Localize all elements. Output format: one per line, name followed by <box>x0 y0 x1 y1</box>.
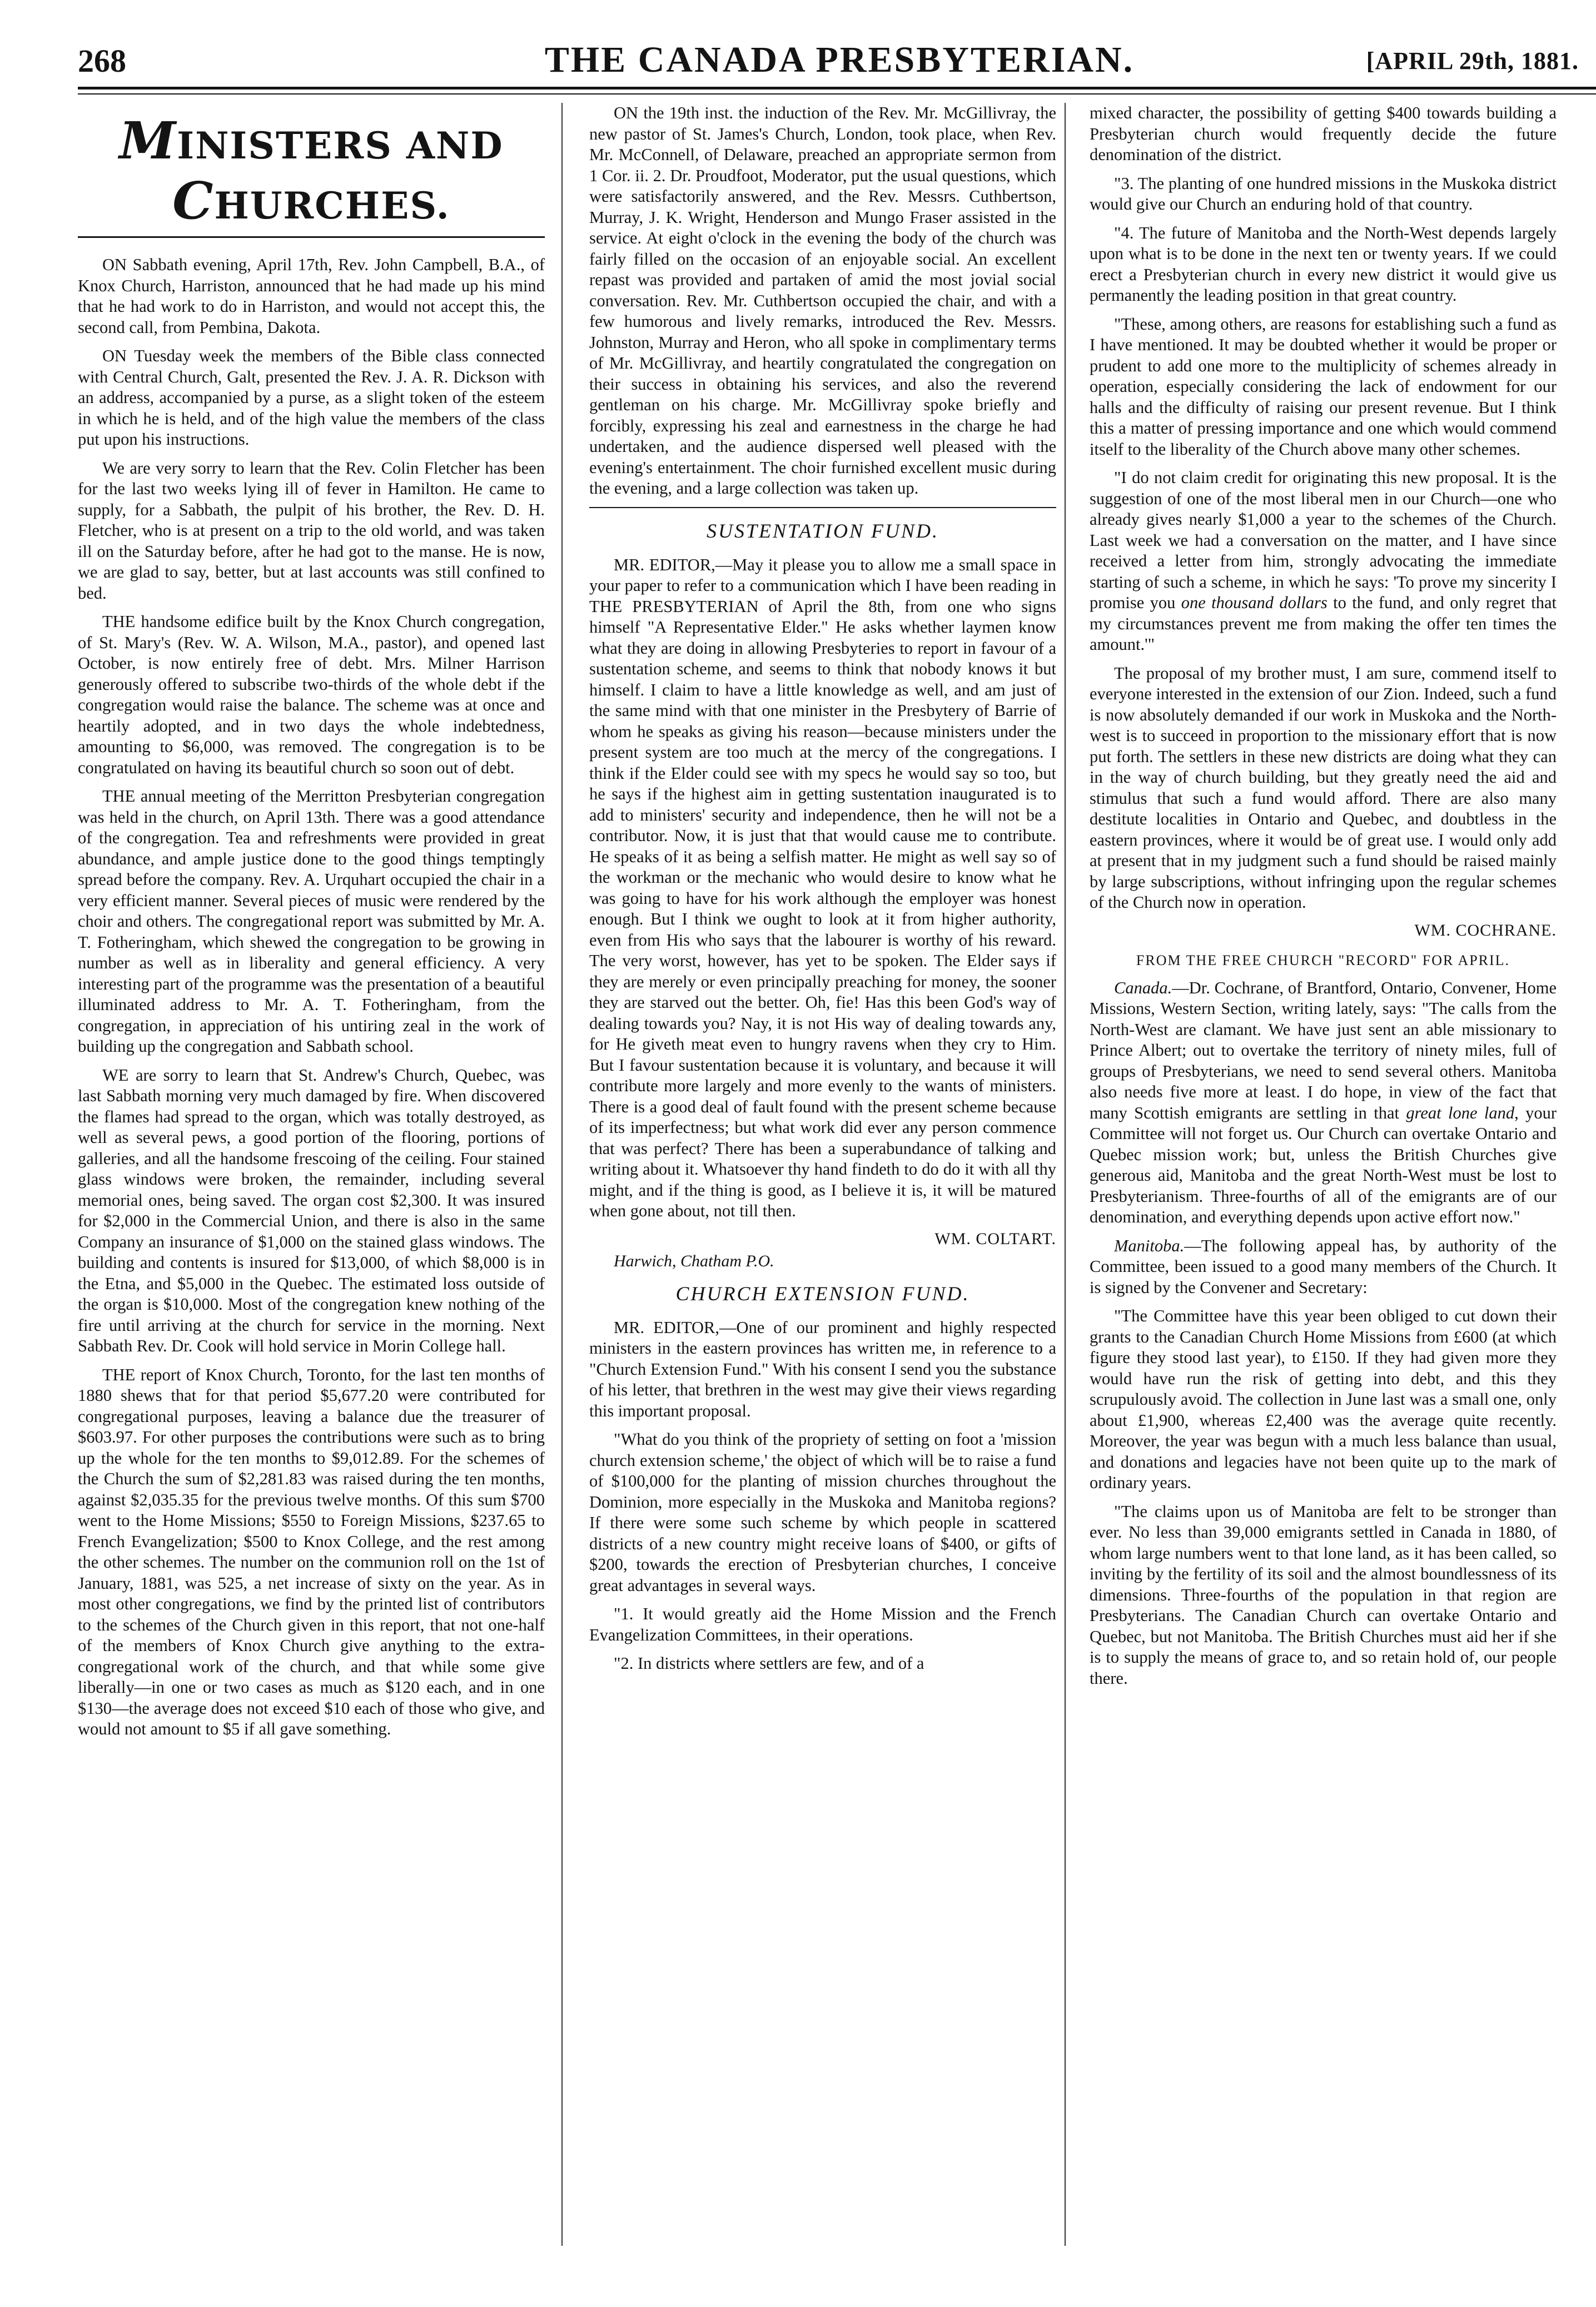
letter-extension-paragraph: "What do you think of the propriety of setting on foot a 'mission church extension scheme,' the object of which will be to raise a fund of $100,000 for the planting of mission churches throughout the Dominion, more especially in the Muskoka and Manitoba regions? If there were some such scheme by which people in scattered districts of a new country might receive loans of $400, or gifts of $200, towards the erection of Presbyterian churches, I conceive great advantages in several ways. <box>589 1430 1056 1595</box>
letter-extension-intro: MR. EDITOR,—One of our prominent and highly respected ministers in the eastern provinces has written me, in reference to a "Church Extension Fund." With his consent I send you the substance of his letter, that brethren in the west may give their views regarding this important proposal. <box>589 1317 1056 1420</box>
article-divider <box>589 507 1056 508</box>
page-header <box>78 39 1596 89</box>
letter-extension-reasons: "These, among others, are reasons for establishing such a fund as I have mentioned. It may be doubted whether it would be proper or prudent to add one more to the multiplicity of schemes already in operation, especially considering the lack of endowment for our halls and the difficulty of raising our present revenue. But I think this a matter of pressing importance and one which would commend itself to the liberality of the Church above many other schemes. <box>1090 314 1557 459</box>
letter-extension-point-1: "1. It would greatly aid the Home Mission and the French Evangelization Committees, in their operations. <box>589 1604 1056 1644</box>
section-title-ministers-and-churches: MINISTERS AND CHURCHES. <box>78 111 545 238</box>
masthead-title: THE CANADA PRESBYTERIAN. <box>544 39 1135 80</box>
letter-extension-point-3: "3. The planting of one hundred missions in the Muskoka district would give our Church an enduring hold of that country. <box>1090 173 1557 213</box>
article-title-free-church-record: FROM THE FREE CHURCH "RECORD" FOR APRIL. <box>1136 952 1510 968</box>
page-number: 268 <box>78 43 126 79</box>
news-item-london-induction: ON the 19th inst. the induction of the Rev. Mr. McGillivray, the new pastor of St. James's Church, London, took place, when Rev. Mr. McConnell, of Delaware, preached an appropriate sermon from 1 Cor. ii. 2. Dr. Proudfoot, Moderator, put the usual questions, which were satisfactorily answered, and the Rev. Messrs. Cuthbertson, Murray, J. K. Wright, Henderson and Mungo Fraser assisted in the service. At eight o'clock in the evening the body of the church was fairly filled on the occasion of an enjoyable social. An excellent repast was provided and partaken of amid the most jovial social conversation. Rev. Mr. Cuthbertson occupied the chair, and with a few humorous and lively remarks, introduced the Rev. Messrs. Johnston, Murray and Heron, who all spoke in complimentary terms of Mr. McGillivray, and heartily congratulated the congregation on their success in obtaining his services, and also the reverend gentleman on his charge. Mr. McGillivray spoke briefly and forcibly, expressing his zeal and earnestness in the charge he had undertaken, and the audience dispersed well pleased with the evening's entertainment. The choir furnished excellent music during the evening, and a large collection was taken up. <box>589 103 1056 498</box>
news-item-quebec-fire: WE are sorry to learn that St. Andrew's Church, Quebec, was last Sabbath morning very much damaged by fire. When discovered the flames had spread to the organ, which was totally destroyed, as well as several pews, a good portion of the flooring, portions of galleries, and all the handsome frescoing of the ceiling. Four stained glass windows were broken, the remainder, including several memorial ones, being saved. The organ cost $2,300. It was insured for $2,000 in the Commercial Union, and there is also in the same Company an insurance of $1,000 on the stained glass windows. The building and contents is insured for $13,000, of which $8,000 is in the Etna, and $5,000 in the Quebec. The estimated loss outside of the organ is $10,000. Most of the congregation knew nothing of the fire until arriving at the church for service in the morning. Next Sabbath Rev. Dr. Cook will hold service in Morin College hall. <box>78 1065 545 1355</box>
news-item-harriston: ON Sabbath evening, April 17th, Rev. John Campbell, B.A., of Knox Church, Harriston, announced that he had made up his mind that he had work to do in Harriston, and would not accept this, the second call, from Pembina, Dakota. <box>78 255 545 337</box>
record-manitoba-item: Manitoba.—The following appeal has, by authority of the Committee, been issued to a good many members of the Church. It is signed by the Convener and Secretary: <box>1090 1236 1557 1297</box>
letter-extension-point-4: "4. The future of Manitoba and the North-West depends largely upon what is to be done in the next ten or twenty years. If we could erect a Presbyterian church in every new district it would give us permanently the leading position in that great country. <box>1090 223 1557 305</box>
letter-signature: WM. COCHRANE. <box>1414 921 1557 939</box>
letter-extension-continued: mixed character, the possibility of getting $400 towards building a Presbyterian church would frequently decide the future denomination of the district. <box>1090 103 1557 164</box>
letter-extension-conclusion: The proposal of my brother must, I am sure, commend itself to everyone interested in the extension of our Zion. Indeed, such a fund is now absolutely demanded if our work in Muskoka and the North-west is to succeed in proportion to the missionary effort that is now put forth. The settlers in these new districts are doing what they can in the way of church building, but they greatly need the aid and stimulus that such a fund would afford. There are also many destitute localities in Ontario and Quebec, and doubtless in the eastern provinces, where it would be of great use. I would only add at present that in my judgment such a fund should be raised mainly by large subscriptions, without infringing upon the regular schemes of the Church now in operation. <box>1090 663 1557 912</box>
letter-place: Harwich, Chatham P.O. <box>614 1251 774 1270</box>
article-title-church-extension-fund: CHURCH EXTENSION FUND. <box>675 1282 970 1305</box>
column-2 <box>589 103 1056 2246</box>
column-3 <box>1090 103 1557 2246</box>
letter-extension-proposal: "I do not claim credit for originating this new proposal. It is the suggestion of one of the most liberal men in our Church—one who already gives nearly $1,000 a year to the schemes of the Church. Last week we had a conversation on the matter, and I have since received a letter from him, strongly advocating the immediate starting of such a scheme, in which he says: 'To prove my sincerity I promise you one thousand dollars to the fund, and only regret that my circumstances prevent me from making the offer ten times the amount.'" <box>1090 468 1557 654</box>
column-divider <box>561 103 563 2246</box>
letter-sustentation-body: MR. EDITOR,—May it please you to allow me a small space in your paper to refer to a communication which I have been reading in THE PRESBYTERIAN of April the 8th, from one who signs himself "A Representative Elder." He asks whether laymen know what they are doing in allowing Presbyteries to report in favour of a sustentation scheme, and seems to think that nobody knows it but himself. I claim to have a little knowledge as well, and am just of the same mind with that one minister in the Presbytery of Barrie of whom he speaks as giving his reason—because ministers under the present system are too much at the mercy of the congregations. I think if the Elder could see with my specs he would say so too, but he says if the highest aim in getting sustentation inaugurated is to add to ministers' security and independence, then he will not be a contributor. Now, it is just that that would cause me to contribute. He speaks of it as being a selfish matter. He might as well say so of the workman or the mechanic who would desire to know what he was going to have for his work although the employer was honest enough. But I think we ought to look at it from higher authority, even from His who says that the labourer is worthy of his reward. The very worst, however, has yet to be spoken. The Elder says if they are merely or even principally preaching for money, the sooner they are starved out the better. Oh, fie! Has this been God's way of dealing towards you? Nay, it is not His way of dealing towards any, for He giveth meat even to hungry ravens when they cry to Him. But I favour sustentation because it is voluntary, and because it will contribute more largely and more evenly to the wants of ministers. There is a good deal of fault found with the present scheme because of its imperfectness; but what work did ever any person commence that was perfect? There has been a superabundance of talking and writing about it. Whatsoever thy hand findeth to do do it with all thy might, and if the thing is good, as I believe it is, it will be matured when gone about, not till then. <box>589 555 1056 1220</box>
news-item-merritton: THE annual meeting of the Merritton Presbyterian congregation was held in the church, on April 13th. There was a good attendance of the congregation. Tea and refreshments were provided in great abundance, and ample justice done to the good things temptingly spread before the company. Rev. A. Urquhart occupied the chair in a very efficient manner. Several pieces of music were rendered by the choir and others. The congregational report was submitted by Mr. A. T. Fotheringham, which shewed the congregation to be growing in number as well as in liberality and general efficiency. A very interesting part of the programme was the presentation of a beautiful illuminated address to Mr. A. T. Fotheringham, from the congregation, in appreciation of his untiring zeal in the work of building up the congregation and Sabbath school. <box>78 787 545 1056</box>
column-divider <box>1065 103 1066 2246</box>
record-manitoba-claims: "The claims upon us of Manitoba are felt to be stronger than ever. No less than 39,000 emigrants settled in Canada in 1880, of whom large numbers went to that lone land, as it has been called, so inviting by the fertility of its soil and the almost boundlessness of its dimensions. Three-fourths of the population in that region are Presbyterians. The Canadian Church can overtake Ontario and Quebec, but not Manitoba. The British Churches must aid her if she is to supply the means of grace to, and so retain hold of, our people there. <box>1090 1501 1557 1688</box>
header-rule-thin <box>78 93 1596 95</box>
record-canada-item: Canada.—Dr. Cochrane, of Brantford, Ontario, Convener, Home Missions, Western Section, writing lately, says: "The calls from the North-West are clamant. We have just sent an able missionary to Prince Albert; out to overtake the territory of ninety miles, full of groups of Presbyterians, we need to send several others. Manitoba also needs five more at least. I do hope, in view of the fact that many Scottish emigrants are settling in that great lone land, your Committee will not forget us. Our Church can overtake Ontario and Quebec mission work; but, unless the British Churches give generous aid, Manitoba and the great North-West must be lost to Presbyterianism. Three-fourths of all of the emigrants are of our denomination, and everything depends upon active effort now." <box>1090 978 1557 1226</box>
news-item-fletcher: We are very sorry to learn that the Rev. Colin Fletcher has been for the last two weeks lying ill of fever in Hamilton. He came to supply, for a Sabbath, the pulpit of his brother, the Rev. D. H. Fletcher, who is at present on a trip to the old world, and was taken ill on the Saturday before, after he had got to the manse. He is now, we are glad to say, better, but at last accounts was still confined to bed. <box>78 458 545 603</box>
article-title-sustentation-fund: SUSTENTATION FUND. <box>706 519 939 542</box>
header-rule-thick <box>78 87 1596 90</box>
column-1 <box>78 103 545 2246</box>
record-committee-appeal: "The Committee have this year been obliged to cut down their grants to the Canadian Church Home Missions from £600 (at which figure they stood last year), to £150. If they had given more they would have run the risk of getting into debt, and this they scrupulously avoid. The collection in June last was a small one, only about £1,900, whereas £2,400 was the average quite recently. Moreover, the year was begun with a much less balance than usual, and donations and legacies have not been quite up to the mark of ordinary years. <box>1090 1306 1557 1492</box>
letter-extension-point-2: "2. In districts where settlers are few, and of a <box>614 1654 924 1673</box>
news-item-st-marys: THE handsome edifice built by the Knox Church congregation, of St. Mary's (Rev. W. A. Wilson, M.A., pastor), and opened last October, is now entirely free of debt. Mrs. Milner Harrison generously offered to subscribe two-thirds of the whole debt if the congregation would raise the balance. The scheme was at once and heartily adopted, and in two days the whole indebtedness, amounting to $6,000, was removed. The congregation is to be congratulated on having its beautiful church so soon out of debt. <box>78 612 545 777</box>
news-item-galt: ON Tuesday week the members of the Bible class connected with Central Church, Galt, presented the Rev. J. A. R. Dickson with an address, accompanied by a purse, as a slight token of the esteem in which he is held, and of the high value the members of the class put upon his instructions. <box>78 346 545 449</box>
issue-date: [APRIL 29th, 1881. <box>1366 47 1579 74</box>
letter-signature: WM. COLTART. <box>934 1229 1056 1248</box>
news-item-knox-toronto: THE report of Knox Church, Toronto, for the last ten months of 1880 shews that for that period $5,677.20 were contributed for congregational purposes, leaving a balance due the treasurer of $603.97. For other purposes the contributions were such as to bring up the whole for the ten months to $9,012.89. For the schemes of the Church the sum of $2,281.83 was raised during the ten months, against $2,035.35 for the previous twelve months. Of this sum $700 went to the Home Missions; $550 to Foreign Missions, $237.65 to French Evangelization; $500 to Knox College, and the rest among the other schemes. The number on the communion roll on the 1st of January, 1881, was 525, a net increase of sixty on the year. As in most other congregations, we find by the printed list of contributors to the schemes of the Church given in this report, that not one-half of the members of Knox Church give anything to the extra-congregational work of the church, and that while some give liberally—in one or two cases as much as $120 each, and in one $130—the average does not exceed $10 each of those who give, and would not amount to $5 if all gave something. <box>78 1365 545 1738</box>
